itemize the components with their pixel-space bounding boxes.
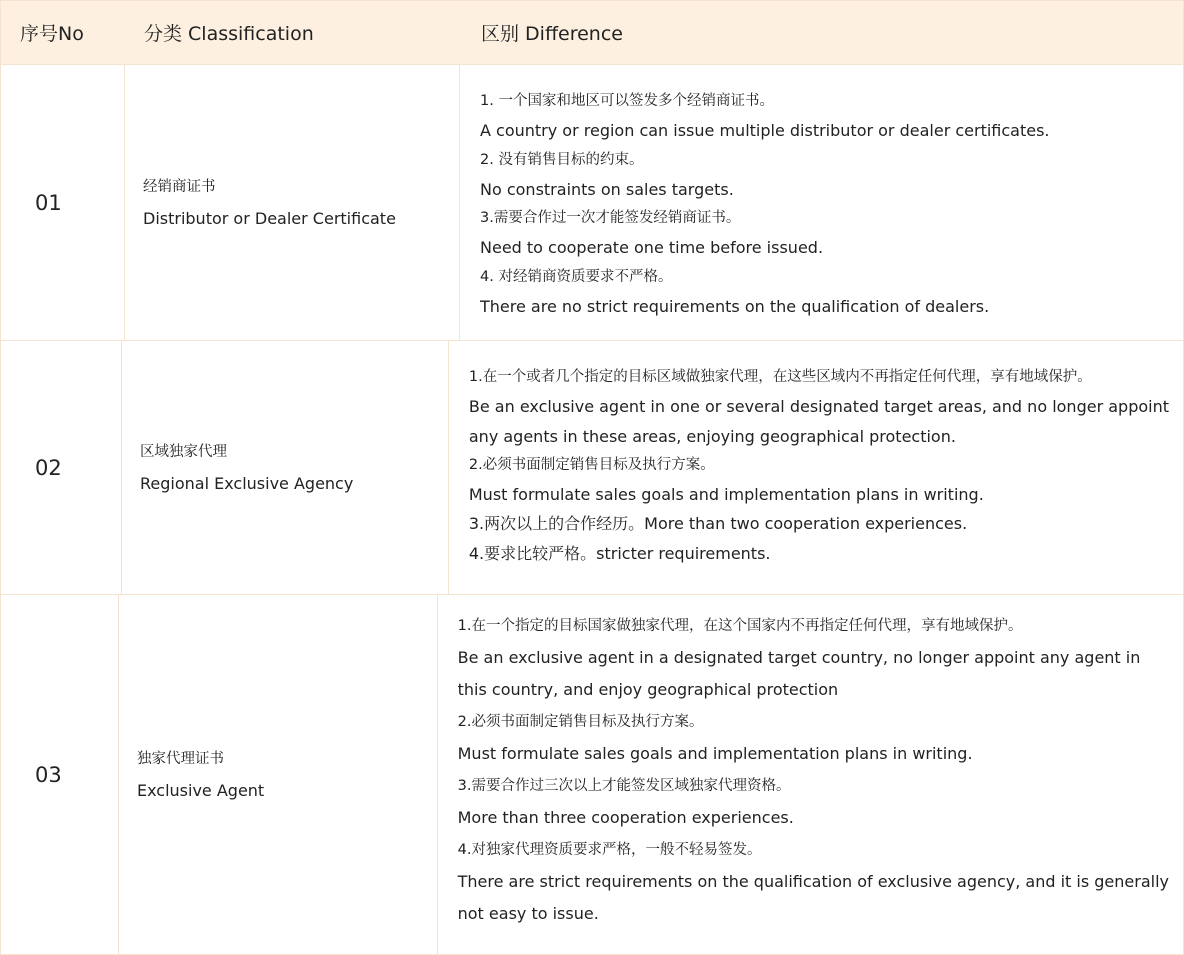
difference-line: 4.要求比较严格。stricter requirements. xyxy=(468,543,771,563)
difference-line: Be an exclusive agent in a designated target country, no longer appoint any agent in xyxy=(457,648,1141,667)
difference-line: 2. 没有销售目标的约束。 xyxy=(480,151,644,168)
difference-line: 1. 一个国家和地区可以签发多个经销商证书。 xyxy=(480,93,774,109)
difference-line: not easy to issue. xyxy=(457,904,599,923)
table-row xyxy=(1,340,1183,594)
classification-cell xyxy=(122,341,449,594)
difference-line: 2.必须书面制定销售目标及执行方案。 xyxy=(457,714,704,730)
classification-text xyxy=(143,172,396,234)
difference-line: More than three cooperation experiences. xyxy=(457,808,794,827)
difference-line: 1.在一个指定的目标国家做独家代理，在这个国家内不再指定任何代理，享有地域保护。 xyxy=(457,618,1023,634)
header-classification: 分类 Classification xyxy=(144,23,314,45)
classification-en: Distributor or Dealer Certificate xyxy=(143,208,396,228)
classification-text xyxy=(140,437,353,499)
table-row xyxy=(1,64,1183,340)
difference-line: Must formulate sales goals and implementation plans in writing. xyxy=(468,485,984,505)
difference-cell xyxy=(438,595,1183,954)
difference-cell xyxy=(449,341,1183,594)
table-header xyxy=(1,0,1183,64)
difference-cell xyxy=(460,65,1183,340)
classification-en: Regional Exclusive Agency xyxy=(140,473,354,493)
difference-line: 3.需要合作过一次才能签发经销商证书。 xyxy=(480,210,741,227)
difference-line: There are strict requirements on the qualification of exclusive agency, and it is generally xyxy=(457,872,1169,891)
row-number: 03 xyxy=(35,762,62,787)
difference-line: 4. 对经销商资质要求不严格。 xyxy=(480,268,673,285)
header-difference: 区别 Difference xyxy=(481,23,623,45)
difference-line: Must formulate sales goals and implementation plans in writing. xyxy=(457,744,973,763)
difference-line: 3.两次以上的合作经历。More than two cooperation experiences. xyxy=(468,514,968,534)
classification-en: Exclusive Agent xyxy=(136,780,265,800)
difference-line: this country, and enjoy geographical protection xyxy=(457,680,839,699)
difference-line: There are no strict requirements on the qualification of dealers. xyxy=(480,297,990,317)
difference-line: 2.必须书面制定销售目标及执行方案。 xyxy=(468,456,715,473)
classification-zh: 独家代理证书 xyxy=(136,750,224,767)
difference-line: Be an exclusive agent in one or several designated target areas, and no longer appoint xyxy=(468,397,1169,417)
classification-cell xyxy=(125,65,460,340)
classification-text xyxy=(137,744,264,806)
row-number: 02 xyxy=(35,455,62,480)
classification-zh: 区域独家代理 xyxy=(140,443,227,460)
row-number-cell xyxy=(1,65,125,340)
difference-line: No constraints on sales targets. xyxy=(480,179,734,199)
difference-line: any agents in these areas, enjoying geographical protection. xyxy=(468,426,956,446)
difference-line: 4.对独家代理资质要求严格，一般不轻易签发。 xyxy=(457,842,762,858)
header-no: 序号No xyxy=(20,23,84,45)
classification-cell xyxy=(119,595,438,954)
classification-zh: 经销商证书 xyxy=(143,178,216,195)
difference-line: A country or region can issue multiple distributor or dealer certificates. xyxy=(480,121,1050,141)
row-number: 01 xyxy=(35,190,62,215)
row-number-cell xyxy=(1,595,119,954)
difference-line: 3.需要合作过三次以上才能签发区域独家代理资格。 xyxy=(457,778,791,794)
difference-line: 1.在一个或者几个指定的目标区域做独家代理，在这些区域内不再指定任何代理，享有地域保护。 xyxy=(468,369,1092,385)
table-row xyxy=(1,594,1183,954)
row-number-cell xyxy=(1,341,122,594)
difference-line: Need to cooperate one time before issued. xyxy=(480,238,824,258)
